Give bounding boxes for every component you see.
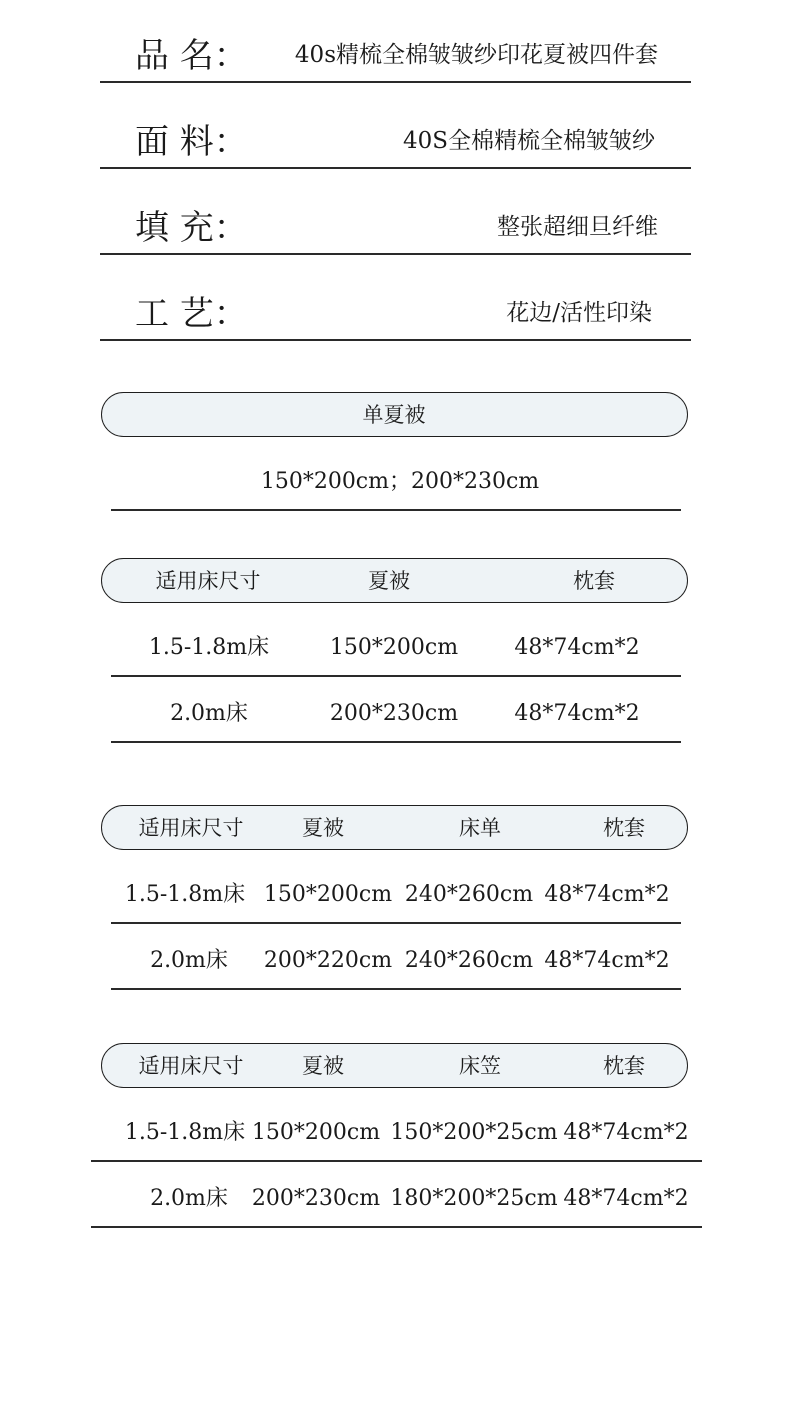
single-quilt-sizes: 150*200cm；200*230cm: [260, 469, 540, 494]
table-cell: 150*200cm: [263, 882, 393, 907]
table-cell: 48*74cm*2: [563, 1120, 689, 1145]
table-cell: 48*74cm*2: [514, 635, 640, 660]
divider: [100, 167, 691, 169]
table-cell: 150*200cm: [329, 635, 459, 660]
header-cell: 适用床尺寸: [138, 1054, 244, 1078]
header-cell: 夏被: [302, 816, 344, 840]
header-cell: 床单: [459, 816, 501, 840]
header-cell: 单夏被: [362, 403, 426, 427]
divider: [111, 922, 681, 924]
single-quilt-header: [101, 392, 688, 437]
spec-value: 整张超细旦纤维: [497, 214, 658, 240]
header-cell: 床笠: [459, 1054, 501, 1078]
spec-label: 工 艺：: [135, 294, 248, 334]
table-cell: 2.0m床: [150, 948, 228, 973]
spec-value: 40s精梳全棉皱皱纱印花夏被四件套: [294, 42, 658, 68]
spec-value: 40S全棉精梳全棉皱皱纱: [402, 128, 655, 154]
table-cell: 180*200*25cm: [390, 1186, 558, 1211]
header-cell: 枕套: [603, 816, 645, 840]
table2-header: [101, 805, 688, 850]
header-cell: 适用床尺寸: [155, 569, 261, 593]
spec-label: 品 名：: [135, 36, 248, 76]
spec-label: 填 充：: [135, 208, 248, 248]
divider: [111, 675, 681, 677]
table-cell: 200*220cm: [263, 948, 393, 973]
table-cell: 2.0m床: [170, 701, 248, 726]
divider: [91, 1160, 702, 1162]
divider: [111, 741, 681, 743]
divider: [100, 81, 691, 83]
table-cell: 1.5-1.8m床: [124, 1120, 246, 1145]
table-cell: 48*74cm*2: [544, 882, 670, 907]
table-cell: 48*74cm*2: [563, 1186, 689, 1211]
header-cell: 适用床尺寸: [138, 816, 244, 840]
table-cell: 200*230cm: [329, 701, 459, 726]
table3-header: [101, 1043, 688, 1088]
spec-label: 面 料：: [135, 122, 248, 162]
divider: [111, 988, 681, 990]
table-cell: 48*74cm*2: [514, 701, 640, 726]
table-cell: 240*260cm: [404, 948, 534, 973]
table-cell: 1.5-1.8m床: [148, 635, 270, 660]
table-cell: 150*200cm: [251, 1120, 381, 1145]
divider: [91, 1226, 702, 1228]
header-cell: 夏被: [368, 569, 410, 593]
header-cell: 夏被: [302, 1054, 344, 1078]
spec-value: 花边/活性印染: [506, 300, 652, 326]
divider: [111, 509, 681, 511]
table-cell: 150*200*25cm: [390, 1120, 558, 1145]
divider: [100, 339, 691, 341]
table-cell: 48*74cm*2: [544, 948, 670, 973]
header-cell: 枕套: [603, 1054, 645, 1078]
table-cell: 200*230cm: [251, 1186, 381, 1211]
divider: [100, 253, 691, 255]
table-cell: 240*260cm: [404, 882, 534, 907]
table-cell: 1.5-1.8m床: [124, 882, 246, 907]
header-cell: 枕套: [573, 569, 615, 593]
table-cell: 2.0m床: [150, 1186, 228, 1211]
table1-header: [101, 558, 688, 603]
